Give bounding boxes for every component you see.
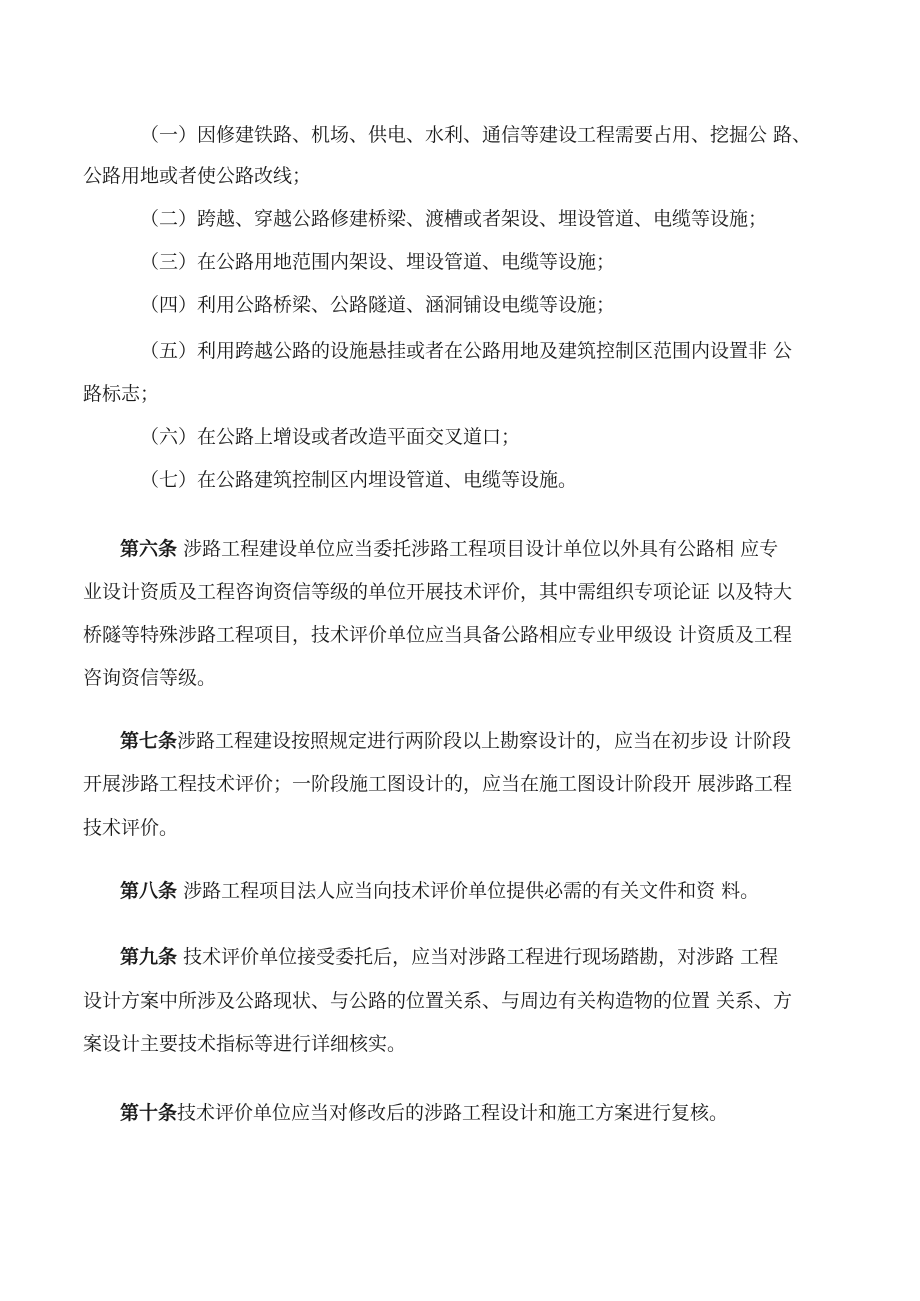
article-6-line-1 (120, 536, 778, 562)
item-5-line-1: （五）利用跨越公路的设施悬挂或者在公路用地及建筑控制区范围内设置非 公 (140, 340, 793, 362)
article-7-title: 第七条 (120, 730, 178, 752)
article-10-title: 第十条 (120, 1102, 178, 1124)
article-9-line-1 (120, 944, 778, 970)
article-8-title: 第八条 (120, 880, 178, 902)
article-6-line-2: 业设计资质及工程咨询资信等级的单位开展技术评价，其中需组织专项论证 以及特大 (83, 581, 793, 603)
item-7: （七）在公路建筑控制区内埋设管道、电缆等设施。 (140, 469, 578, 491)
article-9-line-3: 案设计主要技术指标等进行详细核实。 (83, 1033, 407, 1055)
item-1-line-1: （一）因修建铁路、机场、供电、水利、通信等建设工程需要占用、挖掘公 路、 (140, 124, 812, 146)
article-10-text-1: 技术评价单位应当对修改后的涉路工程设计和施工方案进行复核。 (177, 1102, 729, 1124)
item-6: （六）在公路上增设或者改造平面交叉道口； (140, 426, 521, 448)
item-5-line-2: 路标志； (83, 383, 160, 405)
item-4: （四）利用公路桥梁、公路隧道、涵洞铺设电缆等设施； (140, 294, 616, 316)
item-1-line-2: 公路用地或者使公路改线； (83, 165, 312, 187)
article-7-line-1 (120, 728, 791, 754)
article-10-line-1 (120, 1100, 728, 1126)
article-6-line-4: 咨询资信等级。 (83, 667, 217, 689)
article-7-text-1: 涉路工程建设按照规定进行两阶段以上勘察设计的，应当在初步设 计阶段 (177, 730, 792, 752)
article-6-title: 第六条 (120, 538, 178, 560)
article-6-line-3: 桥隧等特殊涉路工程项目，技术评价单位应当具备公路相应专业甲级设 计资质及工程 (83, 624, 793, 646)
article-8-line-1 (120, 878, 759, 904)
item-2: （二）跨越、穿越公路修建桥梁、渡槽或者架设、埋设管道、电缆等设施； (140, 208, 768, 230)
article-6-text-1: 涉路工程建设单位应当委托涉路工程项目设计单位以外具有公路相 应专 (183, 538, 779, 560)
article-9-line-2: 设计方案中所涉及公路现状、与公路的位置关系、与周边有关构造物的位置 关系、方 (83, 990, 793, 1012)
article-8-text-1: 涉路工程项目法人应当向技术评价单位提供必需的有关文件和资 料。 (183, 880, 760, 902)
item-3: （三）在公路用地范围内架设、埋设管道、电缆等设施； (140, 251, 616, 273)
article-9-title: 第九条 (120, 946, 178, 968)
article-9-text-1: 技术评价单位接受委托后，应当对涉路工程进行现场踏勘，对涉路 工程 (183, 946, 779, 968)
article-7-line-2: 开展涉路工程技术评价；一阶段施工图设计的，应当在施工图设计阶段开 展涉路工程 (83, 773, 793, 795)
article-7-line-3: 技术评价。 (83, 817, 179, 839)
